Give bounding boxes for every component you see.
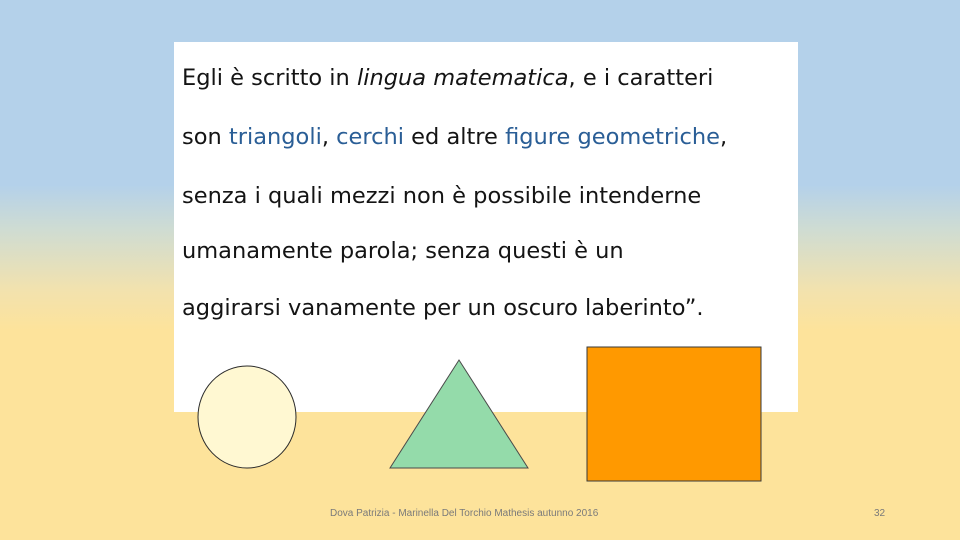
quote-line-1-part-a: Egli è scritto in — [182, 65, 357, 91]
quote-line-4: umanamente parola; senza questi è un — [182, 238, 624, 264]
triangle-shape — [388, 358, 530, 470]
page-number: 32 — [874, 508, 886, 519]
keyword-cerchi: cerchi — [336, 124, 405, 150]
quote-line-2 — [182, 122, 727, 152]
keyword-figure-geometriche: figure geometriche — [505, 124, 720, 150]
quote-line-2-part-e: ed altre — [404, 124, 506, 150]
quote-line-1 — [182, 63, 713, 93]
quote-line-2-part-a: son — [182, 124, 229, 150]
quote-line-2-part-c: , — [321, 124, 337, 150]
quote-line-2-part-g: , — [719, 124, 728, 150]
keyword-triangoli: triangoli — [228, 124, 322, 150]
quote-line-1-italic: lingua matematica — [356, 65, 569, 91]
footer-text: Dova Patrizia - Marinella Del Torchio Mathesis autunno 2016 — [330, 508, 599, 519]
square-shape — [586, 346, 762, 482]
circle-shape — [196, 364, 298, 470]
quote-line-3: senza i quali mezzi non è possibile intenderne — [182, 183, 702, 209]
quote-line-1-part-c: , e i caratteri — [568, 65, 714, 91]
quote-line-5: aggirarsi vanamente per un oscuro laberinto”. — [182, 295, 704, 321]
